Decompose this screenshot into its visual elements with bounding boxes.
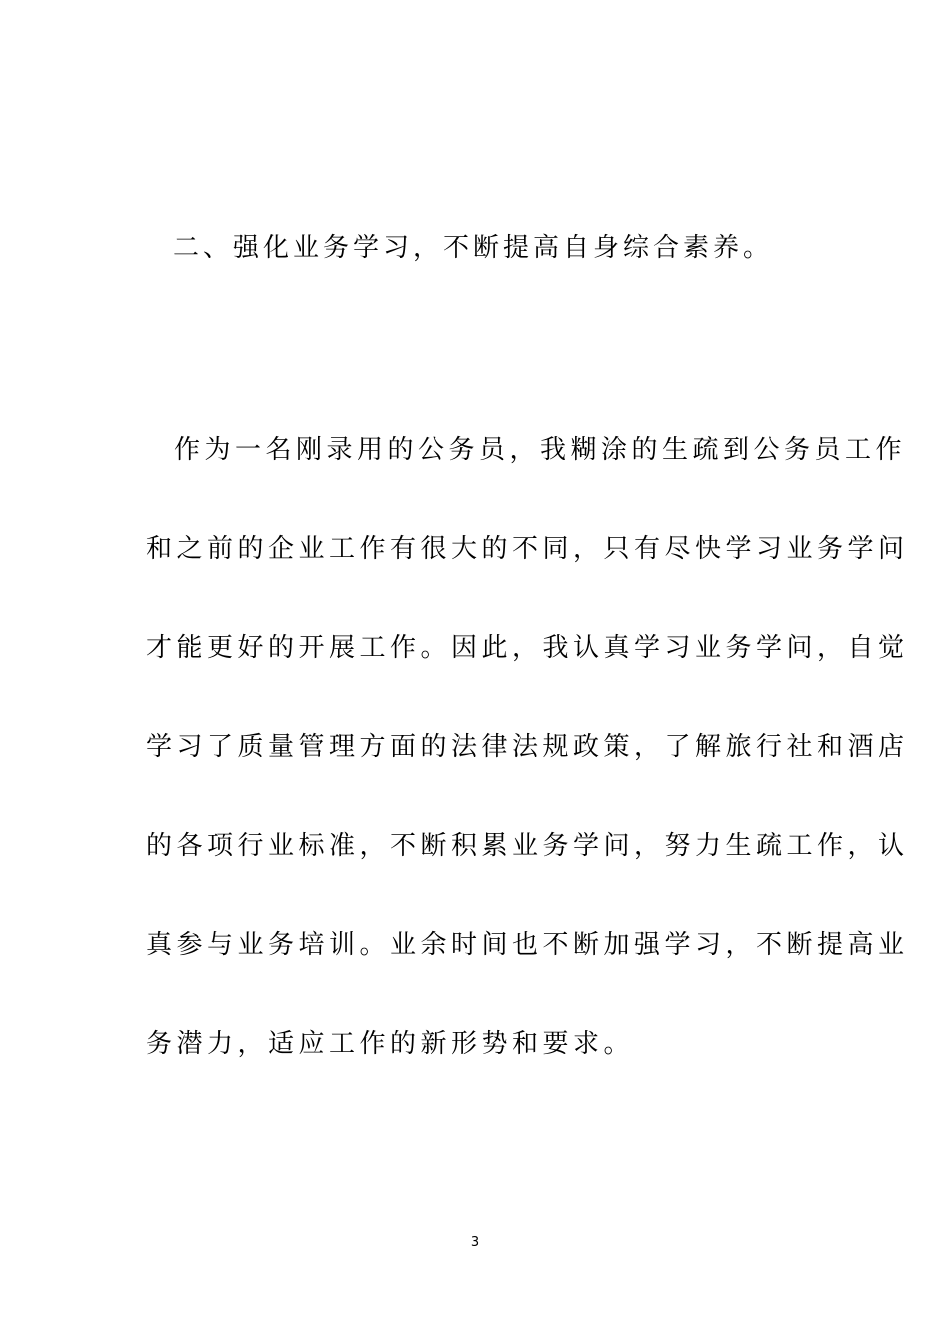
paragraph-line: 才能更好的开展工作。因此，我认真学习业务学问，自觉	[146, 633, 909, 663]
body-paragraph	[146, 430, 909, 1123]
paragraph-line: 真参与业务培训。业余时间也不断加强学习，不断提高业	[146, 930, 909, 960]
section-heading: 二、强化业务学习，不断提高自身综合素养。	[173, 233, 774, 263]
paragraph-line: 和之前的企业工作有很大的不同，只有尽快学习业务学问	[146, 534, 909, 564]
page-number: 3	[470, 1235, 480, 1250]
paragraph-line: 务潜力，适应工作的新形势和要求。	[146, 1029, 635, 1059]
paragraph-line: 学习了质量管理方面的法律法规政策，了解旅行社和酒店	[146, 732, 909, 762]
paragraph-line: 的各项行业标准，不断积累业务学问，努力生疏工作，认	[146, 831, 909, 861]
paragraph-line: 作为一名刚录用的公务员，我糊涂的生疏到公务员工作	[174, 435, 907, 465]
